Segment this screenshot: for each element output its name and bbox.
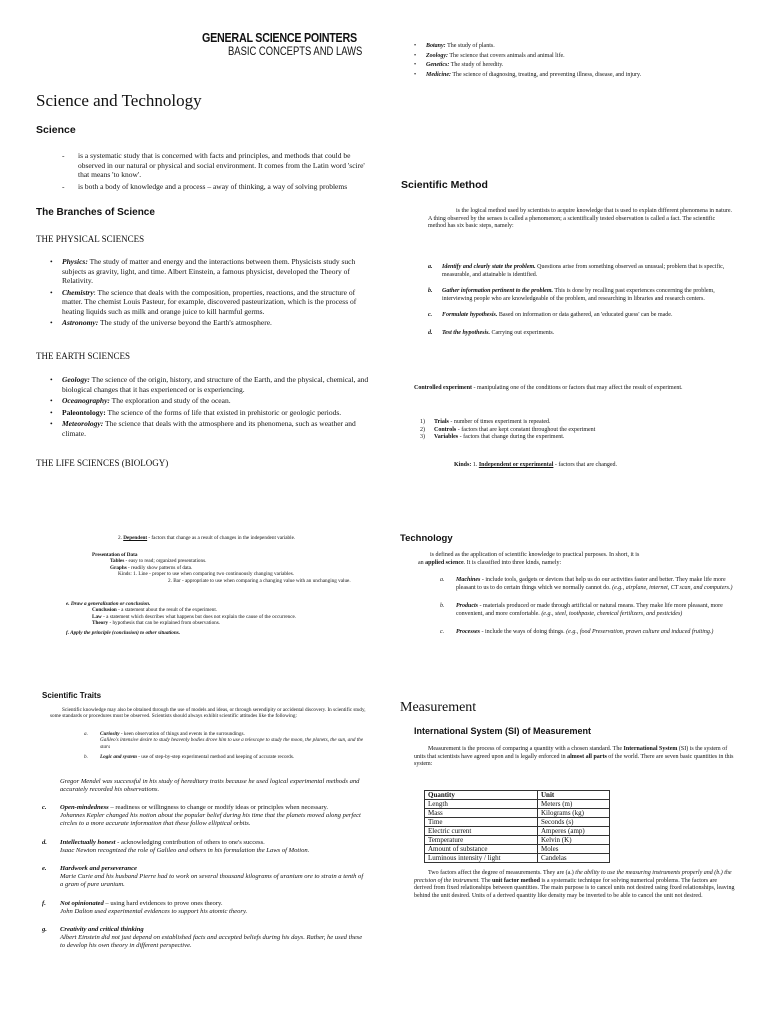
method-steps: [428, 264, 734, 338]
technology-kind: c. Processes - include the ways of doing things. (e.g., food Preservation, prawn culture and induced fruiting.): [440, 629, 714, 636]
list-item: • Astronomy: The study of the universe beyond the Earth's atmosphere.: [48, 318, 370, 328]
dash-marker: -: [62, 151, 65, 160]
scientific-traits-heading: Scientific Traits: [42, 691, 102, 700]
table-cell: Amperes (amp): [538, 827, 610, 836]
science-point-2: is both a body of knowledge and a process – away of thinking, a way of solving problems: [78, 181, 348, 191]
list-item: • Oceanography: The exploration and study of the ocean.: [48, 396, 370, 406]
list-item: • Paleontology: The science of the forms of life that existed in prehistoric or geologic periods.: [48, 408, 370, 418]
table-header-cell: Quantity: [425, 791, 538, 800]
trait-item: c. Open-mindedness – readiness or willingness to change or modify ideas or principles when necessary. Johannes Kepler changed his notion about the popular belief during his time that the planets moved along perfect circles to a more accurate information that these follow elliptical orbits.: [42, 804, 361, 828]
table-cell: Moles: [538, 845, 610, 854]
table-header-cell: Unit: [538, 791, 610, 800]
section-heading-science-technology: Science and Technology: [36, 91, 202, 110]
graph-kinds-line: Kinds: 1. Line - proper to use when comparing two continuously changing variables.: [118, 571, 295, 578]
table-cell: Time: [425, 818, 538, 827]
list-item: • Genetics: The study of heredity.: [412, 62, 742, 70]
law-line: Law - a statement which describes what happens but does not explain the cause of the occurrence.: [92, 613, 297, 620]
theory-line: Theory - hypothesis that can be explained from observations.: [92, 620, 221, 627]
trait-item: a. Curiosity - keen observation of things and events in the surroundings. Galileo's intensive desire to study heavenly bodies drove him to use a telescope to study the moon, the planets, the sun, and the stars: [84, 731, 364, 750]
tables-line: Tables - easy to read; organized presentations.: [110, 558, 207, 565]
table-header-row: [425, 791, 610, 800]
physical-sciences-heading: THE PHYSICAL SCIENCES: [36, 234, 145, 244]
si-heading: International System (SI) of Measurement: [414, 726, 592, 736]
table-cell: Luminous intensity / light: [425, 854, 538, 863]
table-cell: Mass: [425, 809, 538, 818]
technology-heading: Technology: [400, 533, 453, 544]
experiment-factors: [420, 419, 720, 442]
physical-sciences-list: [48, 257, 370, 330]
factor-item: 3) Variables - factors that change during the experiment.: [420, 434, 565, 441]
list-item: • Chemistry: The science that deals with the composition, properties, reactions, and the structure of matter. The chemist Louis Pasteur, for example, discovered pasteurization, which is the process of heating liquids such as milk and orange juice to kill harmful germs.: [48, 288, 370, 317]
trait-item: e. Hardwork and perseverance Marie Curie and his husband Pierre had to work on several thousand kilograms of uranium ore to strain a tenth of a gram of pure uranium.: [42, 865, 364, 889]
table-row: [425, 845, 610, 854]
earth-sciences-list: [48, 375, 370, 440]
table-cell: Amount of substance: [425, 845, 538, 854]
controlled-experiment: Controlled experiment - manipulating one of the conditions or factors that may affect the result of experiment.: [414, 385, 683, 391]
table-cell: Candelas: [538, 854, 610, 863]
doc-subtitle: BASIC CONCEPTS AND LAWS: [228, 46, 363, 58]
measurement-outro: Two factors affect the degree of measurements. They are (a.) the ability to use the measuring instruments properly and (b.) the precision of the instrument. The unit factor method is a systematic technique for solving numerical problems. The factors are derived from fixed relationships between quantities. The main purpose is to cancel units not desired using fixed relationships, leaving behind the unit desired. Units of a derived quantity like density may be inverted to be able to cancel the unit not desired.: [414, 870, 735, 899]
table-row: [425, 854, 610, 863]
scientific-method-heading: Scientific Method: [401, 179, 488, 191]
mendel-example: Gregor Mendel was successful in his study of hereditary traits because he used logical experimental methods and accurately recorded his observations.: [60, 778, 360, 794]
method-step: b. Gather information pertinent to the problem. This is done by recalling past experiences concerning the problem, interviewing people who are knowledgeable of the problem, and researching in libraries and research centers.: [428, 288, 715, 302]
variable-kinds: Kinds: 1. Independent or experimental - factors that are changed.: [454, 462, 618, 468]
life-sciences-heading: THE LIFE SCIENCES (BIOLOGY): [36, 458, 169, 468]
table-cell: Seconds (s): [538, 818, 610, 827]
list-item: • Meteorology: The science that deals with the atmosphere and its phenomena, such as weather and climate.: [48, 419, 370, 438]
science-heading: Science: [36, 124, 76, 136]
technology-kinds: [440, 577, 736, 637]
factor-item: 2) Controls - factors that are kept constant throughout the experiment: [420, 426, 596, 433]
traits-a-b: [84, 731, 366, 761]
conclusion-line: Conclusion - a statement about the result of the experiment.: [92, 607, 218, 614]
list-item: • Geology: The science of the origin, history, and structure of the Earth, and the physical, chemical, and biological changes that it has experienced or is experiencing.: [48, 375, 370, 394]
graphs-line: Graphs - readily show patterns of data.: [110, 564, 193, 571]
list-item: • Medicine: The science of diagnosing, treating, and preventing illness, disease, and injury.: [412, 72, 742, 80]
table-row: [425, 836, 610, 845]
table-row: [425, 800, 610, 809]
method-step: a. Identify and clearly state the problem. Questions arise from something observed as unusual; problem that is specific, measurable, and attainable is identified.: [428, 264, 725, 278]
graph-bar-line: 2. Bar - appropriate to use when comparing a changing value with an unchanging value.: [168, 577, 351, 584]
trait-item: b. Logic and system - use of step-by-step experimental method and keeping of accurate records.: [84, 754, 295, 761]
presentation-of-data: [92, 552, 362, 584]
dash-marker: -: [62, 181, 65, 191]
trait-item: f. Not opinionated – using hard evidences to prove ones theory. John Dalton used experimental evidences to support his atomic theory.: [42, 899, 248, 915]
dependent-variable: 2. Dependent - factors that change as a result of changes in the independent variable.: [118, 535, 296, 541]
factor-item: 1) Trials - number of times experiment is repeated.: [420, 419, 551, 425]
step-f: f. Apply the principle (conclusion) to other situations.: [66, 629, 181, 636]
measurement-intro: Measurement is the process of comparing a quantity with a chosen standard. The International System (SI) is the system of units that scientists have agreed upon and is legally enforced in almost all parts of the world. There are seven basic quantities in this system:: [414, 746, 734, 768]
trait-item: d. Intellectually honest - acknowledging contribution of others to one's success. Isaac Newton recognized the role of Galileo and others in his formulation the Laws of Motion.: [42, 838, 310, 854]
table-row: [425, 809, 610, 818]
earth-sciences-heading: THE EARTH SCIENCES: [36, 351, 130, 361]
traits-intro: Scientific knowledge may also be obtained through the use of models and ideas, or through serendipity or accidental discovery. In scientific study, some standards or procedures must be observed. Scientists should always exhibit scientific attitudes like the following:: [50, 707, 366, 720]
presentation-heading: Presentation of Data: [92, 552, 138, 558]
trait-item: g. Creativity and critical thinking Albert Einstein did not just depend on established facts and accepted beliefs during his days. Rather, he used these to develop his own theory in different perspective.: [42, 926, 363, 950]
list-item: • Botany: The study of plants.: [412, 43, 742, 51]
technology-kind: a. Machines - include tools, gadgets or devices that help us do our activities faster and better. They make life more pleasant to us to do certain things which we normally cannot do. (e.g., airplane, internet, CT scan, and computers.): [440, 577, 733, 591]
method-step: d. Test the hypothesis. Carrying out experiments.: [428, 329, 555, 336]
step-e: e. Draw a generalization or conclusion.: [66, 601, 151, 607]
scientific-method-intro: is the logical method used by scientists to acquire knowledge that is used to explain different phenomena in nature. A thing observed by the senses is called a phenomenon; a scientifically tested observation is called a fact. The scientific method has six basic steps, namely:: [428, 208, 732, 230]
doc-title: GENERAL SCIENCE POINTERS: [202, 31, 357, 45]
traits-list: [42, 804, 364, 951]
table-row: [425, 827, 610, 836]
list-item: • Zoology: The science that covers animals and animal life.: [412, 53, 742, 61]
list-item: • Physics: The study of matter and energy and the interactions between them. Physicists study such subjects as gravity, light, and time. Albert Einstein, a famous physicist, developed the Theory of Relativity.: [48, 257, 370, 286]
table-cell: Length: [425, 800, 538, 809]
table-cell: Electric current: [425, 827, 538, 836]
table-cell: Kelvin (K): [538, 836, 610, 845]
table-cell: Meters (m): [538, 800, 610, 809]
technology-intro: is defined as the application of scientific knowledge to practical purposes. In short, it is an applied science. It is classified into three kinds, namely:: [418, 552, 640, 566]
table-row: [425, 818, 610, 827]
method-step: c. Formulate hypothesis. Based on information or data gathered, an 'educated guess' can be made.: [428, 312, 673, 319]
si-units-table: [424, 790, 610, 863]
life-sciences-list: [412, 43, 742, 81]
technology-kind: b. Products - materials produced or made through artificial or natural means. They make life more pleasant, more convenient, and more comfortable. (e.g., steel, toothpaste, chemical fertilizers, and pesticides): [440, 603, 723, 617]
science-point-1: is a systematic study that is concerned with facts and principles, and methods that could be observed in our natural or physical and social environment. It comes from the Latin word 'scire' that means 'to know'.: [78, 151, 365, 179]
branches-heading: The Branches of Science: [36, 207, 155, 218]
measurement-heading: Measurement: [400, 700, 477, 715]
conclusion-steps: [66, 601, 366, 636]
table-cell: Temperature: [425, 836, 538, 845]
table-cell: Kilograms (kg): [538, 809, 610, 818]
science-definition: [62, 151, 368, 191]
